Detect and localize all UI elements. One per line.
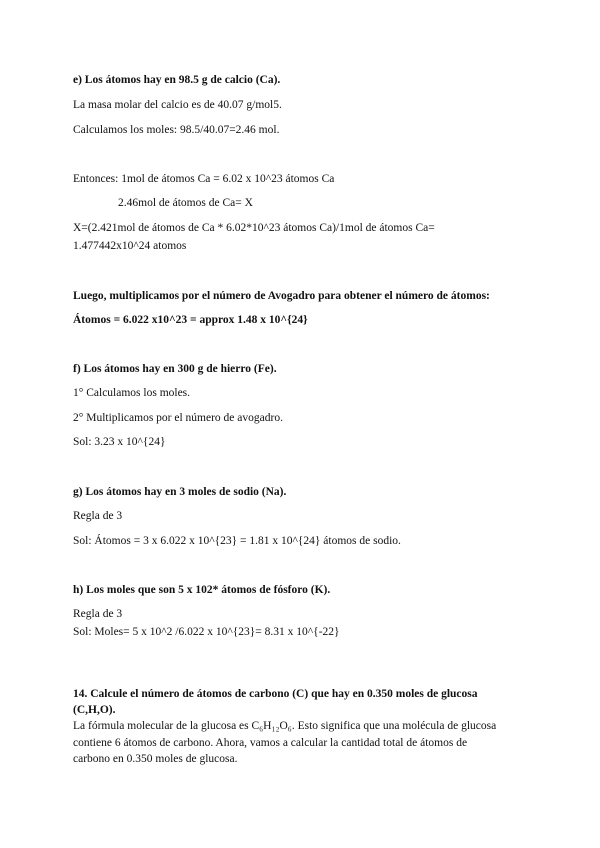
question-14-paragraph-line: carbono en 0.350 moles de glucosa. (73, 753, 238, 765)
section-g-line: Sol: Átomos = 3 x 6.022 x 10^{23} = 1.81 x 10^{24} átomos de sodio. (73, 535, 401, 547)
section-e-line: Entonces: 1mol de átomos Ca = 6.02 x 10^23 átomos Ca (73, 173, 335, 185)
question-14-paragraph-line: contiene 6 átomos de carbono. Ahora, vamos a calcular la cantidad total de átomos de (73, 737, 468, 749)
section-f-line: 2° Multiplicamos por el número de avogadro. (73, 412, 283, 424)
section-f-line: 1° Calculamos los moles. (73, 387, 191, 399)
section-g-line: Regla de 3 (73, 510, 123, 522)
question-14-heading-cont: (C,H,O). (73, 704, 116, 716)
section-f-line: Sol: 3.23 x 10^{24} (73, 436, 166, 448)
section-h-heading: h) Los moles que son 5 x 102* átomos de fósforo (K). (73, 584, 331, 596)
section-e-result: Átomos = 6.022 x10^23 = approx 1.48 x 10^{24} (73, 314, 308, 326)
section-f-heading: f) Los átomos hay en 300 g de hierro (Fe). (73, 363, 277, 375)
section-g-heading: g) Los átomos hay en 3 moles de sodio (Na). (73, 486, 287, 498)
section-e-line: La masa molar del calcio es de 40.07 g/mol5. (73, 99, 282, 111)
section-e-line: 1.477442x10^24 atomos (73, 240, 187, 252)
section-h-line: Regla de 3 (73, 608, 123, 620)
section-e-line: 2.46mol de átomos de Ca= X (118, 197, 253, 209)
question-14-paragraph-line: La fórmula molecular de la glucosa es C₆H₁₂O₆. Esto significa que una molécula de glucosa (73, 720, 497, 732)
question-14-heading: 14. Calcule el número de átomos de carbono (C) que hay en 0.350 moles de glucosa (73, 688, 478, 700)
section-e-line: X=(2.421mol de átomos de Ca * 6.02*10^23 átomos Ca)/1mol de átomos Ca= (73, 222, 435, 234)
section-e-line: Calculamos los moles: 98.5/40.07=2.46 mol. (73, 124, 280, 136)
section-e-line-bold: Luego, multiplicamos por el número de Avogadro para obtener el número de átomos: (73, 290, 490, 302)
section-e-heading: e) Los átomos hay en 98.5 g de calcio (Ca). (73, 74, 281, 86)
section-h-line: Sol: Moles= 5 x 10^2 /6.022 x 10^{23}= 8.31 x 10^{-22} (73, 626, 340, 638)
